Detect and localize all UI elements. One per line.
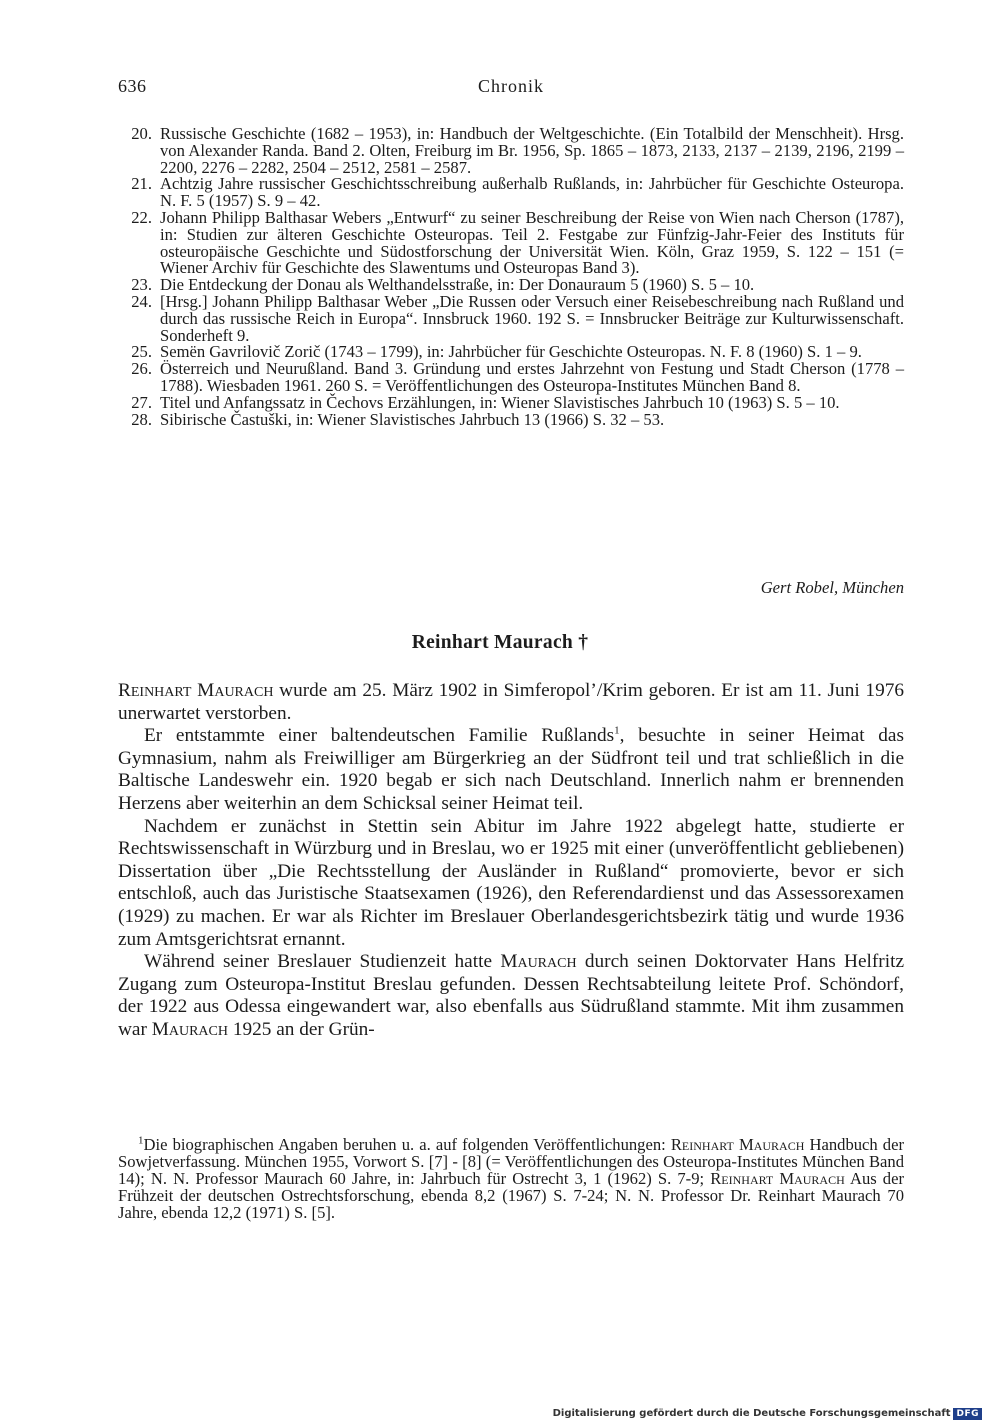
author-signature: Gert Robel, München bbox=[760, 578, 904, 597]
person-name: Reinhart Maurach bbox=[670, 1135, 805, 1154]
paragraph-text: durch seinen Doktorvater Hans Helfritz Zugang zum Osteuropa-Institut Breslau gefunden. Dessen Rechtsabteilung leitete Prof. Schöndorf, der 1922 aus Odessa eingewandert war, also ebenfalls aus Südrußland stammte. Mit ihm zusammen war bbox=[118, 951, 904, 1040]
entry-number: 28. bbox=[131, 409, 152, 429]
footnote-text: Aus der Frühzeit der deutschen Ostrechtsforschung, ebenda 8,2 (1967) S. 7-24; N. N. Professor Dr. Reinhart Maurach 70 Jahre, ebenda 12,2 (1971) S. [5]. bbox=[118, 1169, 904, 1222]
person-name: Reinhart Maurach bbox=[118, 680, 274, 701]
footnote-text: Die biographischen Angaben beruhen u. a. auf folgenden Veröffentlichungen: bbox=[143, 1135, 671, 1154]
paragraph-text: , besuchte in seiner Heimat das Gymnasium, nahm als Freiwilliger am Bürgerkrieg an der Südfront teil und trat schließlich in die Baltische Landeswehr ein. 1920 begab er sich nach Deutschland. Innerlich nahm er brennenden Herzens aber weiterhin an dem Schicksal seiner Heimat teil. bbox=[118, 725, 904, 814]
paragraph bbox=[118, 725, 904, 815]
obituary-body bbox=[118, 680, 904, 1042]
person-name: Maurach bbox=[151, 1018, 228, 1040]
footnote-mark: 1 bbox=[138, 1134, 144, 1147]
entry-text: Achtzig Jahre russischer Geschichtsschreibung außerhalb Rußlands, in: Jahrbücher für Geschichte Osteuropa. N. F. 5 (1957) S. 9 – 42. bbox=[160, 174, 904, 211]
paragraph-text: 1925 an der Grün- bbox=[228, 1018, 375, 1040]
footnote-text: Handbuch der Sowjetverfassung. München 1955, Vorwort S. [7] - [8] (= Veröffentlichungen des Osteuropa-Institutes München Band 14); N. N. Professor Maurach 60 Jahre, in: Jahrbuch für Ostrecht 3, 1 (1962) S. 7-9; bbox=[118, 1135, 904, 1188]
bibliography-list bbox=[118, 126, 904, 428]
digitization-credit bbox=[553, 1408, 982, 1420]
entry-number: 26. bbox=[131, 359, 152, 379]
entry-number: 21. bbox=[131, 174, 152, 194]
bibliography-entry bbox=[118, 207, 904, 278]
entry-number: 22. bbox=[131, 207, 152, 227]
paragraph-text: Während seiner Breslauer Studienzeit hatte bbox=[144, 951, 501, 973]
obituary-title: Reinhart Maurach † bbox=[411, 632, 589, 653]
person-name: Reinhart Maurach bbox=[710, 1169, 845, 1188]
paragraph bbox=[118, 680, 904, 725]
entry-number: 20. bbox=[131, 124, 152, 143]
bibliography-entry bbox=[118, 291, 904, 345]
credit-text: Digitalisierung gefördert durch die Deutsche Forschungsgemeinschaft bbox=[552, 1408, 951, 1419]
page-header bbox=[118, 76, 904, 102]
footnote bbox=[118, 1136, 904, 1221]
entry-text: Sibirische Častuški, in: Wiener Slavistisches Jahrbuch 13 (1966) S. 32 – 53. bbox=[160, 409, 665, 429]
running-title: Chronik bbox=[477, 76, 544, 96]
entry-text: [Hrsg.] Johann Philipp Balthasar Weber „Die Russen oder Versuch einer Reisebeschreibung nach Rußland und durch das russische Reich in Europa“. Innsbruck 1960. 192 S. = Innsbrucker Beiträge zur Kulturwissenschaft. Sonderheft 9. bbox=[160, 291, 904, 345]
bibliography-entry bbox=[118, 126, 904, 176]
person-name: Maurach bbox=[500, 951, 577, 973]
entry-text: Titel und Anfangssatz in Čechovs Erzählungen, in: Wiener Slavistisches Jahrbuch 10 (1963) S. 5 – 10. bbox=[160, 392, 840, 412]
paragraph-text: wurde am 25. März 1902 in Simferopol’/Krim geboren. Er ist am 11. Juni 1976 unerwartet verstorben. bbox=[118, 680, 904, 724]
entry-text: Johann Philipp Balthasar Webers „Entwurf“ zu seiner Beschreibung der Reise von Wien nach Cherson (1787), in: Studien zur älteren Geschichte Osteuropas. Teil 2. Festgabe zur Fünfzig-Jahr-Feier des Instituts für osteuropäische Geschichte und Südostforschung der Universität Wien. Köln, Graz 1959, S. 122 – 151 (= Wiener Archiv für Geschichte des Slawentums und Osteuropas Band 3). bbox=[160, 207, 904, 278]
entry-text: Russische Geschichte (1682 – 1953), in: Handbuch der Weltgeschichte. (Ein Totalbild der Menschheit). Hrsg. von Alexander Randa. Band 2. Olten, Freiburg im Br. 1956, Sp. 1865 – 1873, 2133, 2137 – 2139, 2196, 2199 – 2200, 2276 – 2282, 2504 – 2512, 2581 – 2587. bbox=[160, 124, 904, 177]
entry-text: Semën Gavrilovič Zorič (1743 – 1799), in: Jahrbücher für Geschichte Osteuropas. N. F. 8 (1960) S. 1 – 9. bbox=[160, 342, 862, 362]
paragraph: Nachdem er zunächst in Stettin sein Abitur im Jahre 1922 abgelegt hatte, studierte er Rechtswissenschaft in Würzburg und in Breslau, wo er 1925 mit einer (unveröffentlicht gebliebenen) Dissertation über „Die Rechtsstellung der Ausländer in Rußland“ promovierte, bevor er sich entschloß, auch das Juristische Staatsexamen (1926), den Referendardienst und das Assessorexamen (1929) zu machen. Er war als Richter im Breslauer Oberlandesgerichtsbezirk tätig und wurde 1936 zum Amtsgerichtsrat ernannt. bbox=[118, 815, 904, 950]
paragraph bbox=[118, 951, 904, 1041]
entry-number: 25. bbox=[131, 342, 152, 362]
page-number: 636 bbox=[118, 76, 147, 96]
bibliography-entry bbox=[118, 409, 904, 429]
dfg-logo: DFG bbox=[953, 1408, 982, 1420]
paragraph-text: Er entstammte einer baltendeutschen Familie Rußlands bbox=[144, 725, 615, 747]
entry-number: 27. bbox=[131, 392, 152, 412]
bibliography-entry bbox=[118, 176, 904, 210]
entry-text: Die Entdeckung der Donau als Welthandelsstraße, in: Der Donauraum 5 (1960) S. 5 – 10. bbox=[160, 275, 755, 295]
bibliography-entry bbox=[118, 361, 904, 395]
entry-text: Österreich und Neurußland. Band 3. Gründung und erstes Jahrzehnt von Festung und Stadt Cherson (1778 – 1788). Wiesbaden 1961. 260 S. = Veröffentlichungen des Osteuropa-Institutes München Band 8. bbox=[160, 359, 904, 395]
entry-number: 24. bbox=[131, 291, 152, 311]
footnote-reference[interactable]: 1 bbox=[614, 724, 620, 737]
entry-number: 23. bbox=[131, 275, 152, 295]
